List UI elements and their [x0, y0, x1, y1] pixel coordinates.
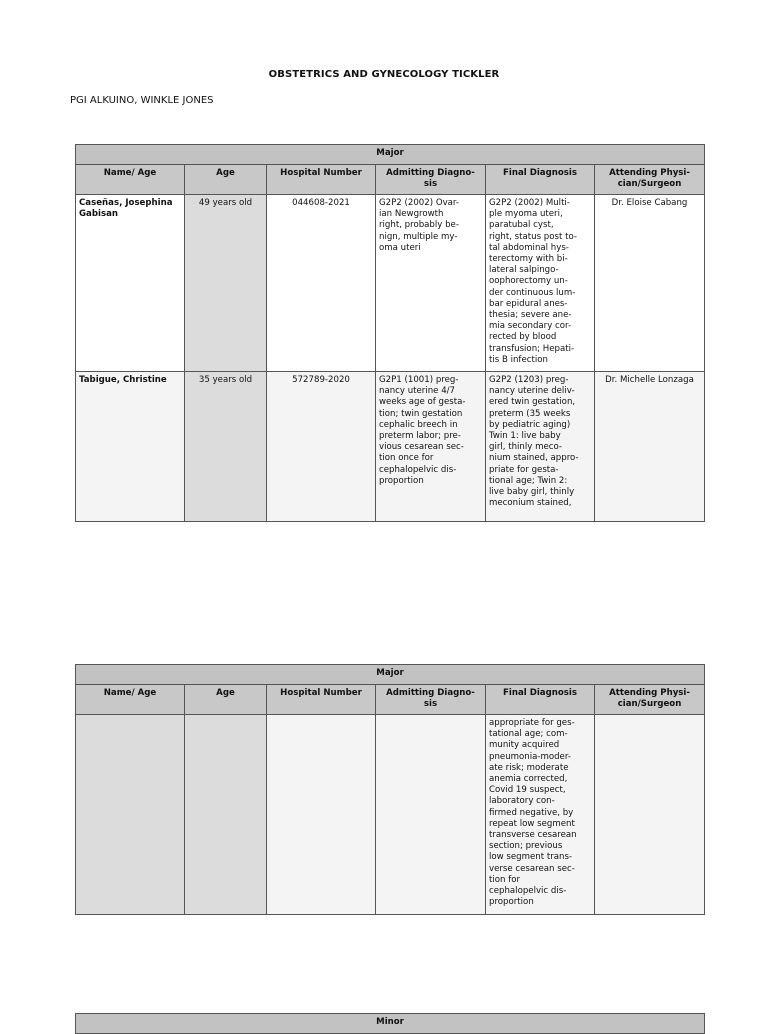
- hospital-number: 044608-2021: [267, 195, 376, 372]
- column-header-attending: Attending Physi- cian/Surgeon: [595, 165, 705, 195]
- patient-name: [76, 715, 185, 915]
- attending-physician: Dr. Michelle Lonzaga: [595, 372, 705, 522]
- patient-name: Caseñas, Josephina Gabisan: [76, 195, 185, 372]
- admitting-diagnosis: G2P1 (1001) preg- nancy uterine 4/7 weeks age of gesta- tion; twin gestation cephalic breech in preterm labor; pre- vious cesarean sec- tion once for cephalopelvic dis- proportion: [376, 372, 486, 522]
- admitting-diagnosis: [376, 715, 486, 915]
- document-title: OBSTETRICS AND GYNECOLOGY TICKLER: [268, 69, 500, 80]
- section-heading: Major: [76, 665, 705, 685]
- attending-physician: [595, 715, 705, 915]
- column-header-age: Age: [185, 165, 267, 195]
- admitting-diagnosis: G2P2 (2002) Ovar- ian Newgrowth right, probably be- nign, multiple my- oma uteri: [376, 195, 486, 372]
- hospital-number: 572789-2020: [267, 372, 376, 522]
- section-heading: Major: [76, 145, 705, 165]
- column-header-age: Age: [185, 685, 267, 715]
- author-line: PGI ALKUINO, WINKLE JONES: [70, 95, 214, 106]
- column-header-name: Name/ Age: [76, 685, 185, 715]
- patient-name: Tabigue, Christine: [76, 372, 185, 522]
- patient-age: [185, 715, 267, 915]
- patient-age: 35 years old: [185, 372, 267, 522]
- table-row: [76, 715, 705, 915]
- column-header-hospital-number: Hospital Number: [267, 165, 376, 195]
- patient-age: 49 years old: [185, 195, 267, 372]
- major-table-2: [75, 664, 705, 915]
- table-row: [76, 195, 705, 372]
- hospital-number: [267, 715, 376, 915]
- column-header-final-diagnosis: Final Diagnosis: [486, 685, 595, 715]
- section-heading: Minor: [76, 1014, 705, 1034]
- column-header-name: Name/ Age: [76, 165, 185, 195]
- column-header-admitting-diagnosis: Admitting Diagno- sis: [376, 165, 486, 195]
- final-diagnosis: appropriate for ges- tational age; com- munity acquired pneumonia-moder- ate risk; moderate anemia corrected, Covid 19 suspect, laboratory con- firmed negative, by repeat low segment transverse cesarean section; previous low segment trans- verse cesarean sec- tion for cephalopelvic dis- proportion: [486, 715, 595, 915]
- major-table-1: [75, 144, 705, 522]
- column-header-admitting-diagnosis: Admitting Diagno- sis: [376, 685, 486, 715]
- table-row: [76, 372, 705, 522]
- final-diagnosis: G2P2 (2002) Multi- ple myoma uteri, paratubal cyst, right, status post to- tal abdominal hys- terectomy with bi- lateral salpingo- oophorectomy un- der continuous lum- bar epidural anes- thesia; severe ane- mia secondary cor- rected by blood transfusion; Hepati- tis B infection: [486, 195, 595, 372]
- final-diagnosis: G2P2 (1203) preg- nancy uterine deliv- ered twin gestation, preterm (35 weeks by pediatric aging) Twin 1: live baby girl, thinly meco- nium stained, appro- priate for gesta- tional age; Twin 2: live baby girl, thinly meconium stained,: [486, 372, 595, 522]
- attending-physician: Dr. Eloise Cabang: [595, 195, 705, 372]
- column-header-hospital-number: Hospital Number: [267, 685, 376, 715]
- column-header-attending: Attending Physi- cian/Surgeon: [595, 685, 705, 715]
- column-header-final-diagnosis: Final Diagnosis: [486, 165, 595, 195]
